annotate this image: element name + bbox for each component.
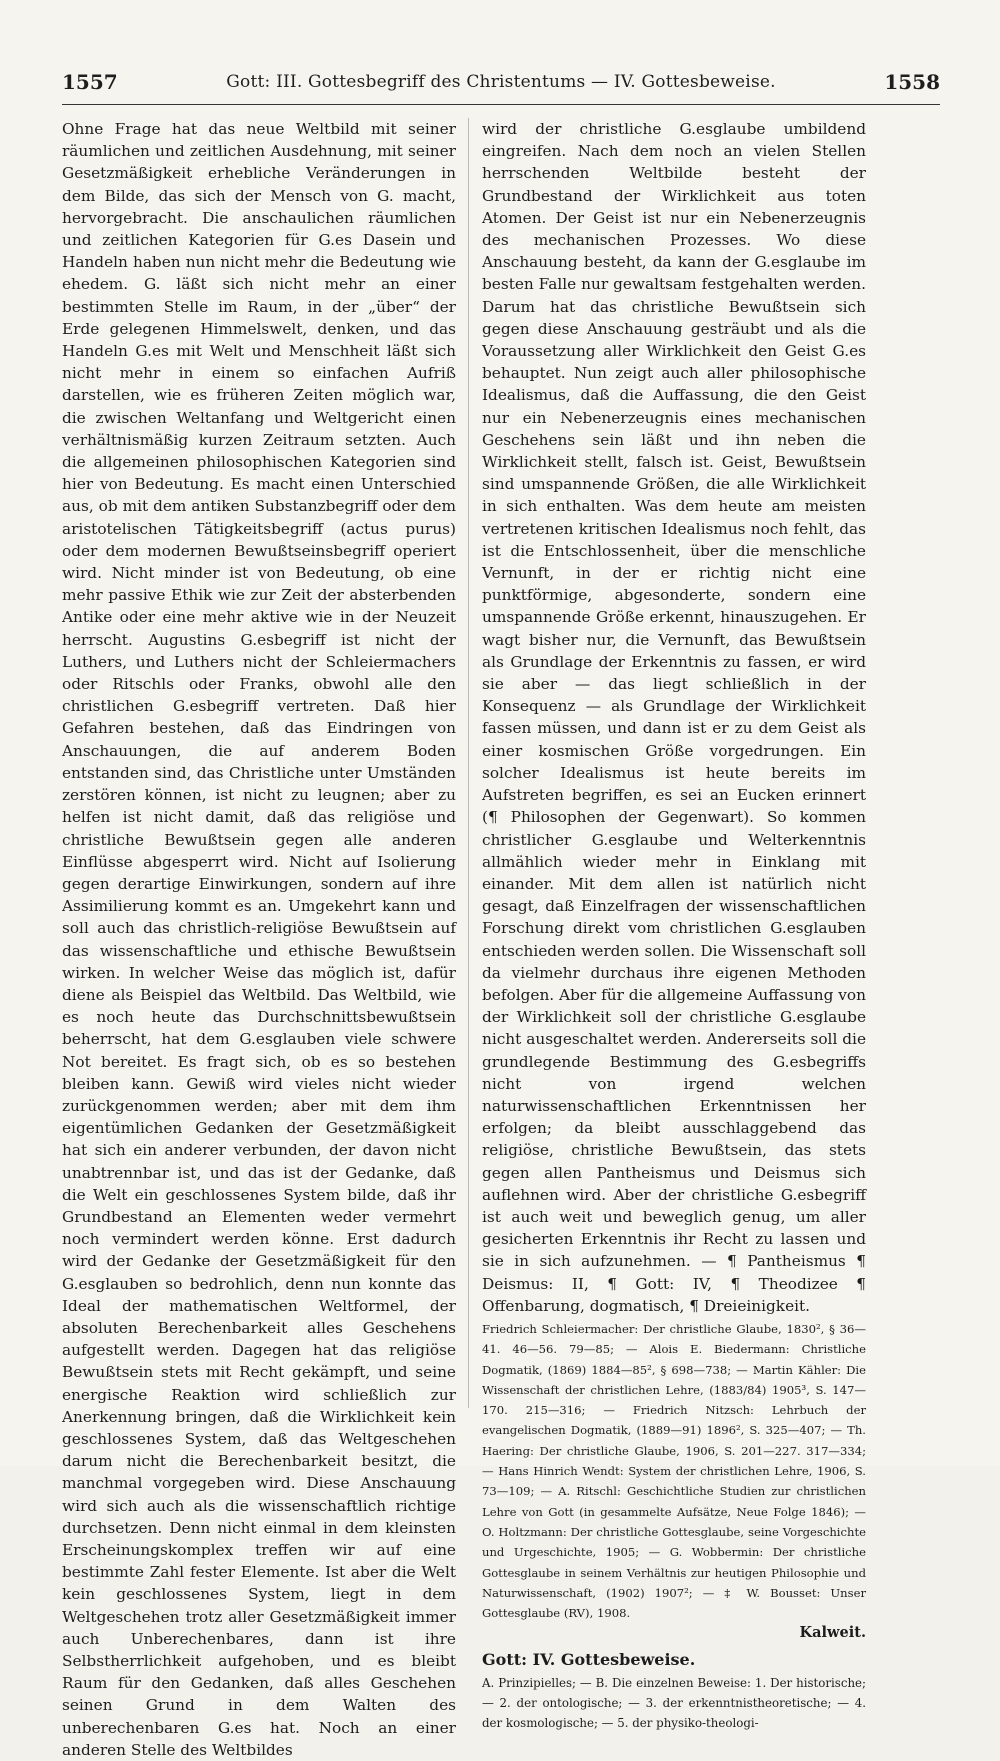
- right-column-text: wird der christliche G.esglaube umbildend eingreifen. Nach dem noch an vielen Stellen herrschenden Weltbilde besteht der Grundbestand der Wirklichkeit aus toten Atomen. Der Geist ist nur ein Nebenerzeugnis des mechanischen Prozesses. Wo diese Anschauung besteht, da kann der G.esglaube im besten Falle nur gewaltsam festgehalten werden. Darum hat das christliche Bewußtsein sich gegen diese Anschauung gesträubt und als die Voraussetzung aller Wirklichkeit den Geist G.es behauptet. Nun zeigt auch aller philosophische Idealismus, daß die Auffassung, die den Geist nur ein Nebenerzeugnis eines mechanischen Geschehens sein läßt und ihn neben die Wirklichkeit stellt, falsch ist. Geist, Bewußtsein sind umspannende Größen, die alle Wirklichkeit in sich enthalten. Was dem heute am meisten vertretenen kritischen Idealismus noch fehlt, das ist die Entschlossenheit, über die menschliche Vernunft, in der er richtig nicht eine punktförmige, abgesonderte, sondern eine umspannende Größe erkennt, hinauszugehen. Er wagt bisher nur, die Vernunft, das Bewußtsein als Grundlage der Erkenntnis zu fassen, er wird sie aber — das liegt schließlich in der Konsequenz — als Grundlage der Wirklichkeit fassen müssen, und dann ist er zu dem Geist als einer kosmischen Größe vorgedrungen. Ein solcher Idealismus ist heute bereits im Aufstreten begriffen, es sei an Eucken erinnert (¶ Philosophen der Gegenwart). So kommen christlicher G.esglaube und Welterkenntnis allmählich wieder mehr in Einklang mit einander. Mit dem allen ist natürlich nicht gesagt, daß Einzelfragen der wissenschaftlichen Forschung direkt vom christlichen G.esglauben entschieden werden sollen. Die Wissenschaft soll da vielmehr durchaus ihre eigenen Methoden befolgen. Aber für die allgemeine Auffassung von der Wirklichkeit soll der christliche G.esglaube nicht ausgeschaltet werden. Andererseits soll die grundlegende Bestimmung des G.esbegriffs nicht von irgend welchen naturwissenschaftlichen Erkenntnissen her erfolgen; da bleibt ausschlaggebend das religiöse, christliche Bewußtsein, das stets gegen allen Pantheismus und Deismus sich auflehnen wird. Aber der christliche G.esbegriff ist auch weit und beweglich genug, um aller gesicherten Erkenntnis ihr Recht zu lassen und sie in sich aufzunehmen. — ¶ Pantheismus ¶ Deismus: II, ¶ Gott: IV, ¶ Theodizee ¶ Offenbarung, dogmatisch, ¶ Dreieinigkeit.: [482, 120, 866, 1315]
- author-signature: Kalweit.: [799, 1624, 866, 1642]
- page-number-right: 1558: [884, 70, 940, 94]
- left-column-text: Ohne Frage hat das neue Weltbild mit seiner räumlichen und zeitlichen Ausdehnung, mit seiner Gesetzmäßigkeit erhebliche Veränderungen in dem Bilde, das sich der Mensch von G. macht, hervorgebracht. Die anschaulichen räumlichen und zeitlichen Kategorien für G.es Dasein und Handeln haben nun nicht mehr die Bedeutung wie ehedem. G. läßt sich nicht mehr an einer bestimmten Stelle im Raum, in der „über“ der Erde gelegenen Himmelswelt, denken, und das Handeln G.es mit Welt und Menschheit läßt sich nicht mehr in einem so einfachen Aufriß darstellen, wie es früheren Zeiten möglich war, die zwischen Weltanfang und Weltgericht einen verhältnismäßig kurzen Zeitraum setzten. Auch die allgemeinen philosophischen Kategorien sind hier von Bedeutung. Es macht einen Unterschied aus, ob mit dem antiken Substanzbegriff oder dem aristotelischen Tätigkeitsbegriff (actus purus) oder dem modernen Bewußtseinsbegriff operiert wird. Nicht minder ist von Bedeutung, ob eine mehr passive Ethik wie zur Zeit der absterbenden Antike oder eine mehr aktive wie in der Neuzeit herrscht. Augustins G.esbegriff ist nicht der Luthers, und Luthers nicht der Schleiermachers oder Ritschls oder Franks, obwohl alle den christlichen G.esbegriff vertreten. Daß hier Gefahren bestehen, daß das Eindringen von Anschauungen, die auf anderem Boden entstanden sind, das Christliche unter Umständen zerstören können, ist nicht zu leugnen; aber zu helfen ist nicht damit, daß das religiöse und christliche Bewußtsein gegen alle anderen Einflüsse abgesperrt wird. Nicht auf Isolierung gegen derartige Einwirkungen, sondern auf ihre Assimilierung kommt es an. Umgekehrt kann und soll auch das christlich-religiöse Bewußtsein auf das wissenschaftliche und ethische Bewußtsein wirken. In welcher Weise das möglich ist, dafür diene als Beispiel das Weltbild. Das Weltbild, wie es noch heute das Durchschnittsbewußtsein beherrscht, hat dem G.esglauben viele schwere Not bereitet. Es fragt sich, ob es so bestehen bleiben kann. Gewiß wird vieles nicht wieder zurückgenommen werden; aber mit dem ihm eigentümlichen Gedanken der Gesetzmäßigkeit hat sich ein anderer verbunden, der davon nicht unabtrennbar ist, und das ist der Gedanke, daß die Welt ein geschlossenes System bilde, daß ihr Grundbestand an Elementen weder vermehrt noch vermindert werden könne. Erst dadurch wird der Gedanke der Gesetzmäßigkeit für den G.esglauben so bedrohlich, denn nun konnte das Ideal der mathematischen Weltformel, der absoluten Berechenbarkeit alles Geschehens aufgestellt werden. Dagegen hat das religiöse Bewußtsein stets mit Recht gekämpft, und seine energische Reaktion wird schließlich zur Anerkennung bringen, daß die Wirklichkeit kein geschlossenes System, daß das Weltgeschehen darum nicht die Berechenbarkeit besitzt, die manchmal vorgegeben wird. Diese Anschauung wird sich auch als die wissenschaftlich richtige durchsetzen. Denn nicht einmal in dem kleinsten Erscheinungskomplex treffen wir auf eine bestimmte Zahl fester Elemente. Ist aber die Welt kein geschlossenes System, liegt in dem Weltgeschehen trotz aller Gesetzmäßigkeit immer auch Unberechenbares, dann ist ihre Selbstherrlichkeit aufgehoben, und es bleibt Raum für den Gedanken, daß alles Geschehen seinen Grund in dem Walten des unberechenbaren G.es hat. Noch an einer anderen Stelle des Weltbildes: [62, 120, 456, 1759]
- left-column: [62, 118, 456, 1761]
- header-rule: [62, 104, 940, 105]
- page-header: [62, 70, 940, 98]
- page-number-left: 1557: [62, 70, 118, 94]
- section-outline: A. Prinzipielles; — B. Die einzelnen Beweise: 1. Der historische; — 2. der ontologische; — 3. der erkenntnistheoretische; — 4. der kosmologische; — 5. der physiko-theologi-: [482, 1676, 866, 1731]
- right-column: [482, 118, 866, 1733]
- column-divider: [468, 118, 469, 1408]
- bibliography: Friedrich Schleiermacher: Der christliche Glaube, 1830², § 36—41. 46—56. 79—85; — Alois E. Biedermann: Christliche Dogmatik, (1869) 1884—85², § 698—738; — Martin Kähler: Die Wissenschaft der christlichen Lehre, (1883/84) 1905³, S. 147—170. 215—316; — Friedrich Nitzsch: Lehrbuch der evangelischen Dogmatik, (1889—91) 1896², S. 325—407; — Th. Haering: Der christliche Glaube, 1906, S. 201—227. 317—334; — Hans Hinrich Wendt: System der christlichen Lehre, 1906, S. 73—109; — A. Ritschl: Geschichtliche Studien zur christlichen Lehre von Gott (in gesammelte Aufsätze, Neue Folge 1846); — O. Holtzmann: Der christliche Gottesglaube, seine Vorgeschichte und Urgeschichte, 1905; — G. Wobbermin: Der christliche Gottesglaube in seinem Verhältnis zur heutigen Philosophie und Naturwissenschaft, (1902) 1907²; — ‡ W. Bousset: Unser Gottesglaube (RV), 1908.: [482, 1321, 866, 1621]
- section-heading: Gott: IV. Gottesbeweise.: [482, 1650, 696, 1670]
- running-title: Gott: III. Gottesbegriff des Christentums — IV. Gottesbeweise.: [226, 72, 776, 92]
